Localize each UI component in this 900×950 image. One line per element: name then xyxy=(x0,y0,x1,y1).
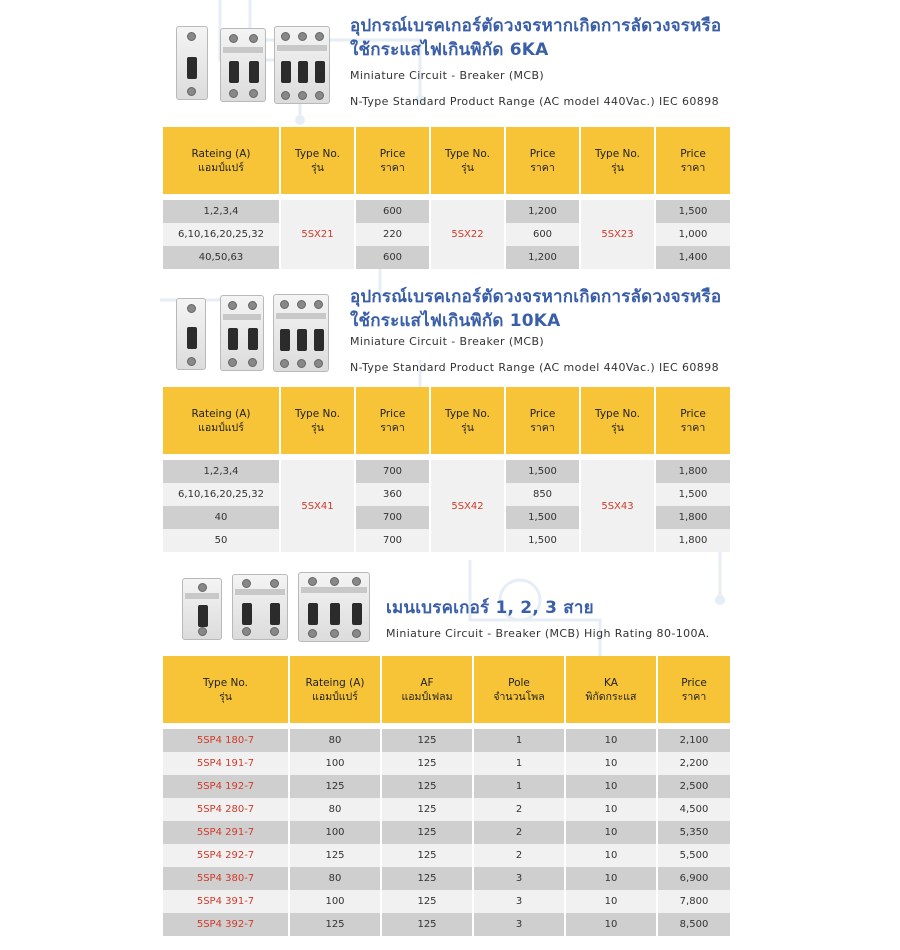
price-cell: 2,100 xyxy=(658,729,730,752)
type-cell: 5SP4 380-7 xyxy=(163,867,290,890)
table-row xyxy=(163,844,730,867)
header-cell: Type No. รุ่น xyxy=(581,387,656,454)
type-cell: 5SX41 xyxy=(281,460,356,552)
price-cell: 1,800 xyxy=(656,529,730,552)
af-cell: 125 xyxy=(382,775,474,798)
table-row xyxy=(163,775,730,798)
af-cell: 125 xyxy=(382,867,474,890)
price-cell: 1,800 xyxy=(656,506,730,529)
price-cell: 1,200 xyxy=(506,200,581,223)
price-cell: 850 xyxy=(506,483,581,506)
pole-cell: 2 xyxy=(474,821,566,844)
type-cell: 5SX42 xyxy=(431,460,506,552)
pole-cell: 1 xyxy=(474,752,566,775)
header-cell: Type No. รุ่น xyxy=(281,127,356,194)
table-row xyxy=(163,798,730,821)
header-cell: Rateing (A) แอมป์แปร์ xyxy=(163,387,281,454)
rating-cell: 6,10,16,20,25,32 xyxy=(163,223,281,246)
type-cell: 5SP4 280-7 xyxy=(163,798,290,821)
type-cell: 5SX43 xyxy=(581,460,656,552)
breaker-1pole-image xyxy=(182,578,222,640)
table-row xyxy=(163,729,730,752)
header-cell: Price ราคา xyxy=(656,127,730,194)
price-cell: 600 xyxy=(356,246,431,269)
table-row xyxy=(163,821,730,844)
rating-cell: 40,50,63 xyxy=(163,246,281,269)
ka-cell: 10 xyxy=(566,890,658,913)
header-cell: Price ราคา xyxy=(506,387,581,454)
af-cell: 125 xyxy=(382,844,474,867)
pole-cell: 2 xyxy=(474,798,566,821)
price-cell: 6,900 xyxy=(658,867,730,890)
ka-cell: 10 xyxy=(566,752,658,775)
type-cell: 5SX23 xyxy=(581,200,656,269)
price-cell: 4,500 xyxy=(658,798,730,821)
rating-cell: 125 xyxy=(290,775,382,798)
af-cell: 125 xyxy=(382,729,474,752)
ka-cell: 10 xyxy=(566,844,658,867)
rating-cell: 80 xyxy=(290,729,382,752)
type-cell: 5SP4 191-7 xyxy=(163,752,290,775)
type-cell: 5SP4 192-7 xyxy=(163,775,290,798)
section-title: เมนเบรคเกอร์ 1, 2, 3 สาย xyxy=(386,598,594,618)
price-cell: 1,500 xyxy=(506,529,581,552)
price-cell: 700 xyxy=(356,460,431,483)
type-cell: 5SX22 xyxy=(431,200,506,269)
header-cell: Pole จำนวนโพล xyxy=(474,656,566,723)
ka-cell: 10 xyxy=(566,729,658,752)
rating-cell: 125 xyxy=(290,844,382,867)
rating-cell: 1,2,3,4 xyxy=(163,460,281,483)
price-cell: 1,500 xyxy=(506,460,581,483)
table-row xyxy=(163,913,730,936)
breaker-3pole-image xyxy=(298,572,370,642)
af-cell: 125 xyxy=(382,890,474,913)
header-cell: Price ราคา xyxy=(356,127,431,194)
price-cell: 8,500 xyxy=(658,913,730,936)
table-row xyxy=(163,752,730,775)
rating-cell: 100 xyxy=(290,752,382,775)
price-cell: 360 xyxy=(356,483,431,506)
rating-cell: 6,10,16,20,25,32 xyxy=(163,483,281,506)
header-cell: KA พิกัดกระแส xyxy=(566,656,658,723)
rating-cell: 125 xyxy=(290,913,382,936)
breaker-2pole-image xyxy=(232,574,288,640)
price-cell: 1,500 xyxy=(506,506,581,529)
table-header-row xyxy=(163,656,730,723)
header-cell: Price ราคา xyxy=(356,387,431,454)
header-cell: Type No. รุ่น xyxy=(163,656,290,723)
title-line-2: ใช้กระแสไฟเกินพิกัด 10KA xyxy=(350,311,561,331)
title-line-1: อุปกรณ์เบรคเกอร์ตัดวงจรหากเกิดการลัดวงจรหรือ xyxy=(350,16,722,36)
header-cell: AF แอมป์เฟลม xyxy=(382,656,474,723)
table-row xyxy=(163,890,730,913)
header-cell: Type No. รุ่น xyxy=(431,127,506,194)
type-cell: 5SP4 292-7 xyxy=(163,844,290,867)
table-row xyxy=(163,867,730,890)
rating-cell: 40 xyxy=(163,506,281,529)
title-line-1: อุปกรณ์เบรคเกอร์ตัดวงจรหากเกิดการลัดวงจรหรือ xyxy=(350,287,722,307)
ka-cell: 10 xyxy=(566,775,658,798)
price-cell: 1,500 xyxy=(656,200,730,223)
price-cell: 7,800 xyxy=(658,890,730,913)
af-cell: 125 xyxy=(382,913,474,936)
price-cell: 2,200 xyxy=(658,752,730,775)
subtitle-mcb-high: Miniature Circuit - Breaker (MCB) High Rating 80-100A. xyxy=(386,627,710,640)
rating-cell: 80 xyxy=(290,798,382,821)
price-cell: 1,500 xyxy=(656,483,730,506)
ka-cell: 10 xyxy=(566,913,658,936)
af-cell: 125 xyxy=(382,798,474,821)
type-cell: 5SP4 392-7 xyxy=(163,913,290,936)
rating-cell: 1,2,3,4 xyxy=(163,200,281,223)
title-line-2: ใช้กระแสไฟเกินพิกัด 6KA xyxy=(350,40,549,60)
type-cell: 5SP4 391-7 xyxy=(163,890,290,913)
af-cell: 125 xyxy=(382,821,474,844)
header-cell: Price ราคา xyxy=(658,656,730,723)
price-cell: 600 xyxy=(356,200,431,223)
pole-cell: 3 xyxy=(474,890,566,913)
price-cell: 5,500 xyxy=(658,844,730,867)
subtitle-range: N-Type Standard Product Range (AC model 440Vac.) IEC 60898 xyxy=(350,361,719,374)
ka-cell: 10 xyxy=(566,821,658,844)
pole-cell: 3 xyxy=(474,913,566,936)
price-cell: 1,200 xyxy=(506,246,581,269)
af-cell: 125 xyxy=(382,752,474,775)
rating-cell: 50 xyxy=(163,529,281,552)
pole-cell: 1 xyxy=(474,729,566,752)
rating-cell: 80 xyxy=(290,867,382,890)
type-cell: 5SP4 291-7 xyxy=(163,821,290,844)
header-cell: Type No. รุ่น xyxy=(581,127,656,194)
header-cell: Price ราคา xyxy=(656,387,730,454)
subtitle-mcb: Miniature Circuit - Breaker (MCB) xyxy=(350,69,545,82)
price-cell: 700 xyxy=(356,529,431,552)
header-cell: Rateing (A) แอมป์แปร์ xyxy=(163,127,281,194)
header-cell: Rateing (A) แอมป์แปร์ xyxy=(290,656,382,723)
subtitle-mcb: Miniature Circuit - Breaker (MCB) xyxy=(350,335,545,348)
price-cell: 5,350 xyxy=(658,821,730,844)
pole-cell: 3 xyxy=(474,867,566,890)
type-cell: 5SX21 xyxy=(281,200,356,269)
subtitle-range: N-Type Standard Product Range (AC model 440Vac.) IEC 60898 xyxy=(350,95,719,108)
rating-cell: 100 xyxy=(290,821,382,844)
price-cell: 600 xyxy=(506,223,581,246)
ka-cell: 10 xyxy=(566,798,658,821)
price-cell: 220 xyxy=(356,223,431,246)
price-cell: 1,800 xyxy=(656,460,730,483)
pole-cell: 2 xyxy=(474,844,566,867)
ka-cell: 10 xyxy=(566,867,658,890)
header-cell: Type No. รุ่น xyxy=(431,387,506,454)
header-cell: Price ราคา xyxy=(506,127,581,194)
pole-cell: 1 xyxy=(474,775,566,798)
price-cell: 1,000 xyxy=(656,223,730,246)
rating-cell: 100 xyxy=(290,890,382,913)
price-cell: 2,500 xyxy=(658,775,730,798)
price-table-main-breaker xyxy=(163,656,730,936)
price-cell: 1,400 xyxy=(656,246,730,269)
header-cell: Type No. รุ่น xyxy=(281,387,356,454)
price-cell: 700 xyxy=(356,506,431,529)
type-cell: 5SP4 180-7 xyxy=(163,729,290,752)
